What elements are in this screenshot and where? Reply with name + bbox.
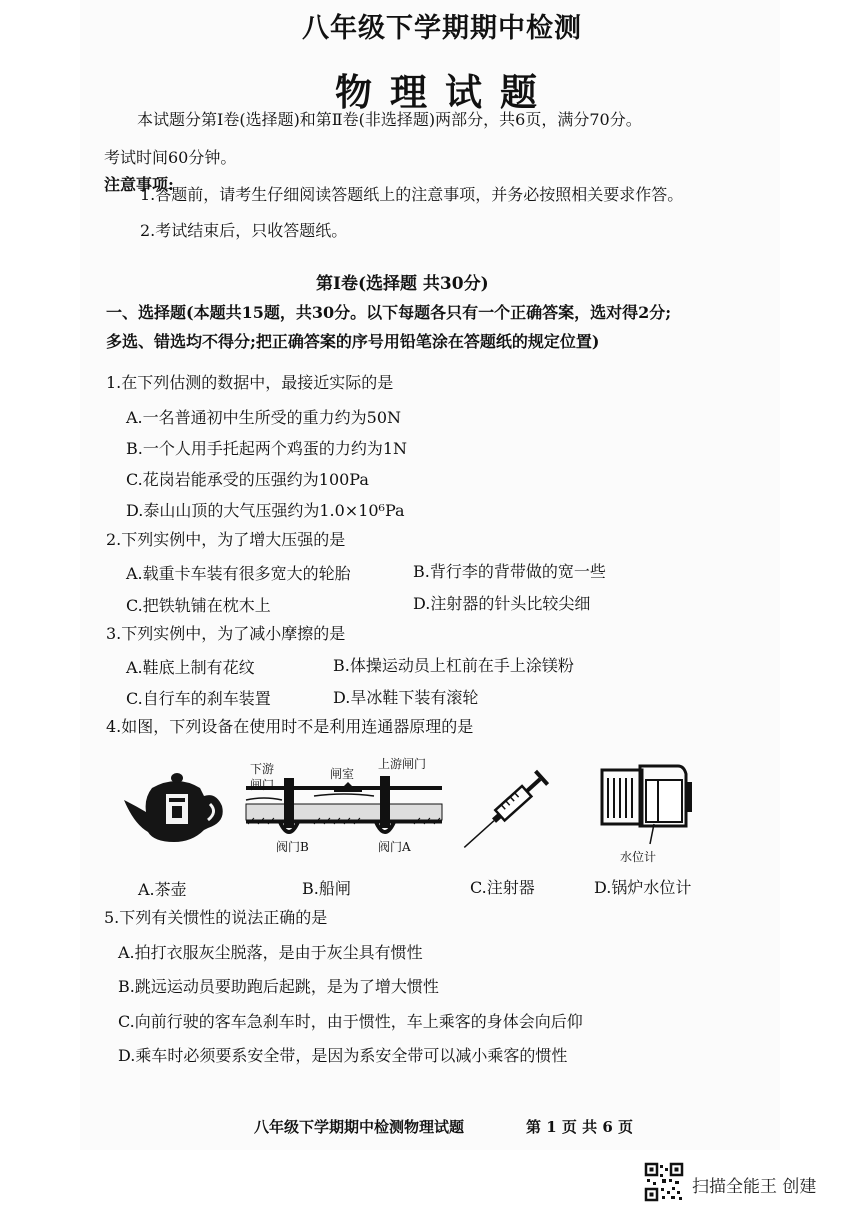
question-1-option-c: C.花岗岩能承受的压强约为100Pa (126, 470, 369, 489)
label-lock-chamber: 闸室 (330, 767, 355, 781)
label-valve-b: 阀门B (276, 840, 309, 854)
figure-caption-c: C.注射器 (470, 878, 535, 897)
notice-title: 注意事项: (104, 175, 174, 194)
question-5-option-d: D.乘车时必须要系安全带，是因为系安全带可以减小乘客的惯性 (118, 1046, 568, 1065)
figure-caption-b: B.船闸 (302, 879, 351, 898)
section-title: 第Ⅰ卷(选择题 共30分) (316, 274, 489, 294)
question-3-option-a: A.鞋底上制有花纹 (126, 658, 255, 677)
qr-code-icon (644, 1162, 684, 1202)
figure-caption-a: A.茶壶 (138, 880, 187, 899)
figure-caption-d: D.锅炉水位计 (594, 878, 692, 897)
exam-title: 八年级下学期期中检测 (302, 13, 582, 44)
label-valve-a: 阀门A (378, 840, 411, 854)
question-2-stem: 2.下列实例中，为了增大压强的是 (106, 530, 346, 549)
label-downstream-gate-2: 闸门 (250, 778, 275, 792)
footer-page-number: 第 1 页 共 6 页 (526, 1118, 633, 1136)
boiler-figure (598, 764, 698, 846)
question-5-option-b: B.跳远运动员要助跑后起跳，是为了增大惯性 (118, 977, 439, 996)
question-1-option-a: A.一名普通初中生所受的重力约为50N (126, 408, 402, 427)
label-upstream-gate: 上游闸门 (378, 757, 427, 771)
question-1-option-d: D.泰山山顶的大气压强约为1.0×10⁶Pa (126, 501, 405, 520)
question-4-stem: 4.如图，下列设备在使用时不是利用连通器原理的是 (106, 717, 474, 736)
section-instruction-2: 多选、错选均不得分;把正确答案的序号用铅笔涂在答题纸的规定位置) (106, 332, 600, 351)
question-2-option-c: C.把铁轨铺在枕木上 (126, 596, 271, 615)
teapot-figure (122, 770, 232, 850)
intro-line-2: 考试时间60分钟。 (104, 148, 237, 167)
question-3-option-b: B.体操运动员上杠前在手上涂镁粉 (333, 656, 574, 675)
label-downstream-gate-1: 下游 (250, 762, 275, 776)
question-1-option-b: B.一个人用手托起两个鸡蛋的力约为1N (126, 439, 408, 458)
notice-item-1: 1.答题前，请考生仔细阅读答题纸上的注意事项，并务必按照相关要求作答。 (140, 185, 684, 204)
question-2-option-d: D.注射器的针头比较尖细 (413, 594, 591, 613)
notice-item-2: 2.考试结束后，只收答题纸。 (140, 221, 348, 240)
subject-title: 物理试题 (335, 70, 555, 114)
footer-paper-title: 八年级下学期期中检测物理试题 (254, 1118, 465, 1136)
question-3-option-d: D.旱冰鞋下装有滚轮 (333, 688, 479, 707)
question-2-option-b: B.背行李的背带做的宽一些 (413, 562, 606, 581)
question-3-stem: 3.下列实例中，为了减小摩擦的是 (106, 624, 346, 643)
question-5-option-c: C.向前行驶的客车急刹车时，由于惯性，车上乘客的身体会向后仰 (118, 1012, 583, 1031)
section-instruction-1: 一、选择题(本题共15题，共30分。以下每题各只有一个正确答案，选对得2分; (106, 303, 672, 322)
question-5-option-a: A.拍打衣服灰尘脱落，是由于灰尘具有惯性 (118, 943, 423, 962)
question-2-option-a: A.载重卡车装有很多宽大的轮胎 (126, 564, 351, 583)
question-3-option-c: C.自行车的刹车装置 (126, 689, 271, 708)
syringe-figure (474, 764, 554, 846)
question-1-stem: 1.在下列估测的数据中，最接近实际的是 (106, 373, 394, 392)
intro-line-1: 本试题分第Ⅰ卷(选择题)和第Ⅱ卷(非选择题)两部分，共6页，满分70分。 (137, 110, 642, 129)
question-5-stem: 5.下列有关惯性的说法正确的是 (104, 908, 328, 927)
label-water-gauge: 水位计 (620, 850, 657, 864)
scanner-watermark: 扫描全能王 创建 (692, 1177, 817, 1197)
